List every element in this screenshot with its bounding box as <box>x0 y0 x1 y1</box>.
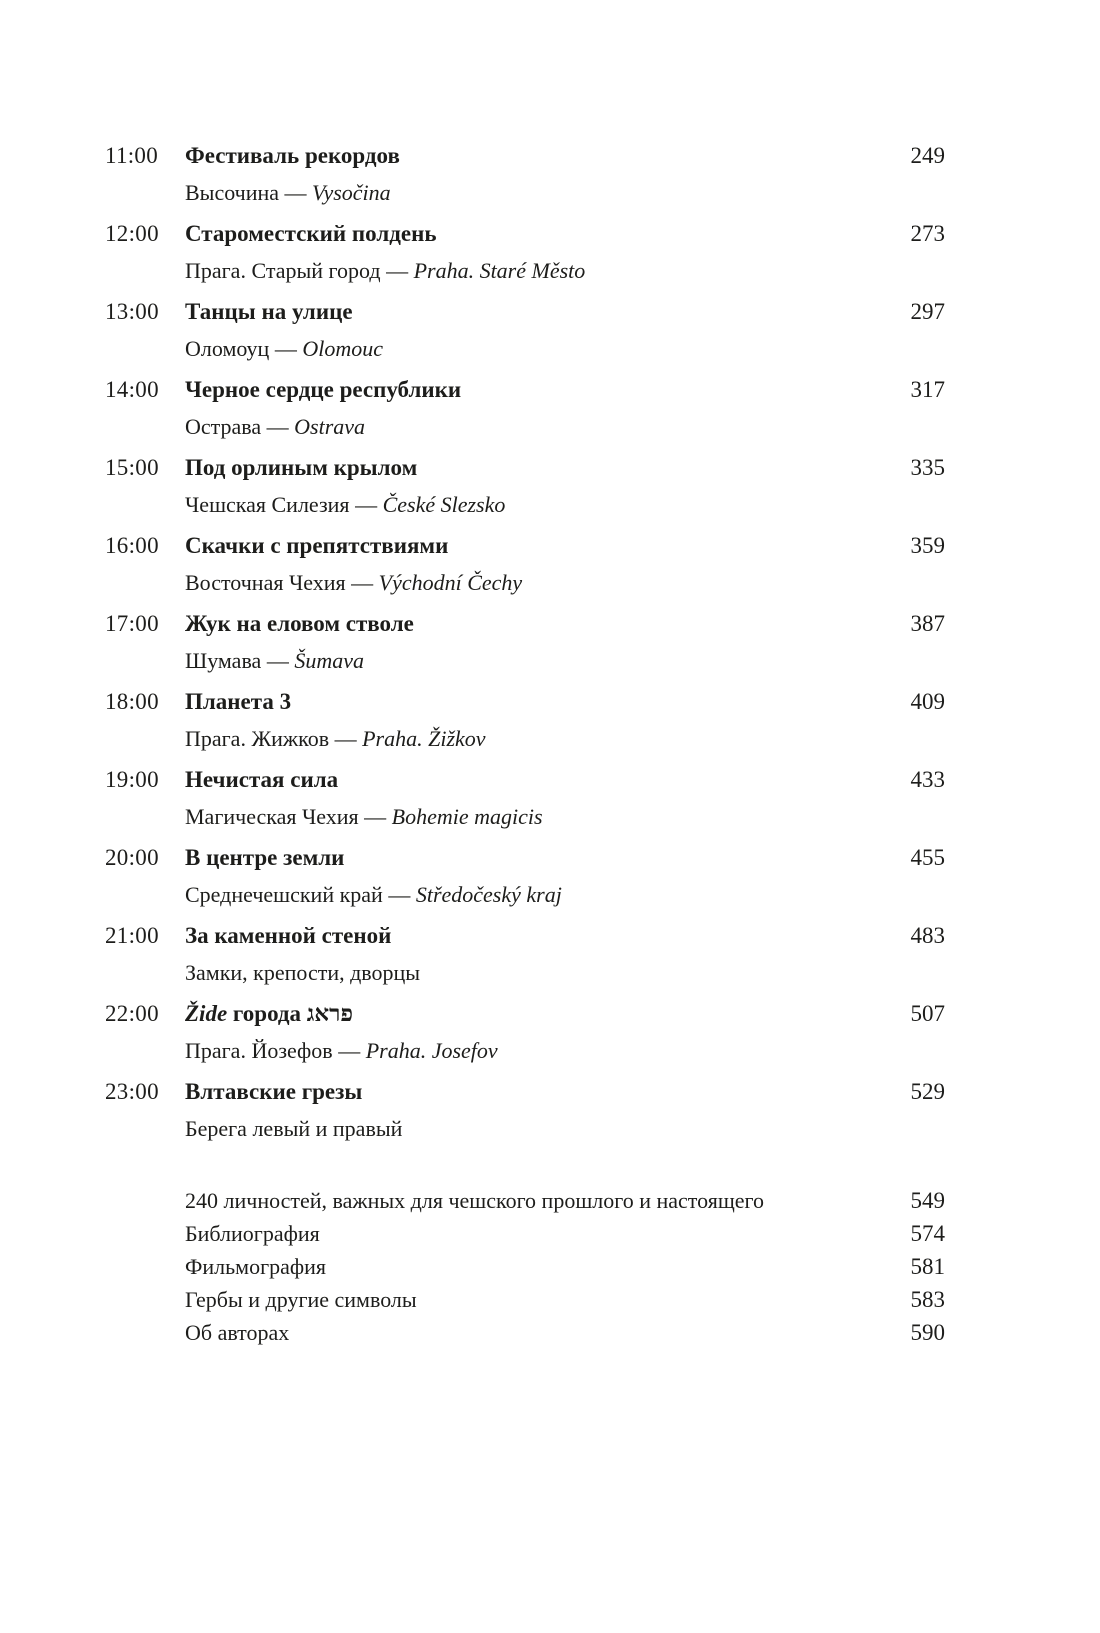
entry-subtitle-ru: Магическая Чехия <box>185 804 359 829</box>
entry-main <box>185 1001 875 1064</box>
entry-subtitle-ru: Острава <box>185 414 262 439</box>
entry-subtitle-dash: — <box>355 492 383 517</box>
entry-subtitle <box>185 570 875 596</box>
entry-subtitle <box>185 1116 875 1142</box>
entry-page-number: 529 <box>910 1079 945 1104</box>
entry-subtitle-latin: Praha. Josefov <box>365 1038 498 1063</box>
appendix-page-number: 549 <box>910 1188 945 1213</box>
entry-subtitle-latin: Ostrava <box>294 414 366 439</box>
entry-subtitle <box>185 648 875 674</box>
toc-entry <box>105 455 945 518</box>
entry-subtitle-dash: — <box>266 414 295 439</box>
entry-subtitle-dash: — <box>338 1038 366 1063</box>
appendix-row <box>105 1320 945 1346</box>
entry-subtitle-latin: Vysočina <box>312 180 391 205</box>
entry-subtitle-latin: Východní Čechy <box>378 570 523 595</box>
entry-main <box>185 143 875 206</box>
entry-subtitle <box>185 180 875 206</box>
entry-title <box>185 923 875 949</box>
entry-page-number: 297 <box>910 299 945 324</box>
appendix-row <box>105 1287 945 1313</box>
toc-entry <box>105 611 945 674</box>
entry-title <box>185 533 875 559</box>
entry-subtitle <box>185 414 875 440</box>
entry-page-number: 433 <box>910 767 945 792</box>
entry-subtitle-latin: Bohemie magicis <box>391 804 543 829</box>
entry-subtitle-ru: Восточная Чехия <box>185 570 346 595</box>
appendix-page-number: 590 <box>910 1320 945 1345</box>
appendix-label: 240 личностей, важных для чешского прошлого и настоящего <box>185 1188 764 1213</box>
entry-time: 20:00 <box>105 845 159 870</box>
appendix-label: Фильмография <box>185 1254 327 1279</box>
toc-entry <box>105 1079 945 1142</box>
appendix-label: Об авторах <box>185 1320 290 1345</box>
entry-main <box>185 299 875 362</box>
appendix-page-number: 581 <box>910 1254 945 1279</box>
entry-subtitle-dash: — <box>334 726 363 751</box>
entry-main <box>185 845 875 908</box>
entry-main <box>185 611 875 674</box>
entry-title-text: Скачки с препятствиями <box>185 533 449 558</box>
entry-time: 23:00 <box>105 1079 159 1104</box>
entry-subtitle-ru: Замки, крепости, дворцы <box>185 960 421 985</box>
entry-subtitle <box>185 258 875 284</box>
entry-page-number: 409 <box>910 689 945 714</box>
entry-time: 16:00 <box>105 533 159 558</box>
toc-entry <box>105 221 945 284</box>
entry-subtitle-dash: — <box>274 336 303 361</box>
toc-entry <box>105 143 945 206</box>
toc-entry <box>105 845 945 908</box>
entry-subtitle-dash: — <box>386 258 414 283</box>
entry-title-text: Староместский полдень <box>185 221 437 246</box>
entry-subtitle-ru: Шумава <box>185 648 262 673</box>
toc-entry <box>105 299 945 362</box>
entry-page-number: 507 <box>910 1001 945 1026</box>
entry-subtitle-dash: — <box>388 882 416 907</box>
entry-main <box>185 689 875 752</box>
entry-main <box>185 1079 875 1142</box>
entry-title-text: Нечистая сила <box>185 767 339 792</box>
entry-main <box>185 455 875 518</box>
entry-time: 19:00 <box>105 767 159 792</box>
entry-subtitle-latin: Praha. Žižkov <box>362 726 486 751</box>
entry-title-text: Фестиваль рекордов <box>185 143 400 168</box>
entry-title-italic: Žide <box>185 1001 228 1026</box>
entry-subtitle-dash: — <box>351 570 379 595</box>
toc-entry <box>105 377 945 440</box>
entry-title-text: Танцы на улице <box>185 299 353 324</box>
appendix-row <box>105 1188 945 1214</box>
entry-title <box>185 845 875 871</box>
entry-title <box>185 455 875 481</box>
entry-page-number: 317 <box>910 377 945 402</box>
appendix-list <box>105 1188 945 1346</box>
toc-entry <box>105 533 945 596</box>
entry-subtitle-ru: Прага. Старый город <box>185 258 381 283</box>
entry-title-text: Под орлиным крылом <box>185 455 418 480</box>
entry-subtitle-latin: České Slezsko <box>382 492 506 517</box>
entry-subtitle <box>185 1038 875 1064</box>
entry-subtitle-ru: Среднечешский край <box>185 882 383 907</box>
entry-time: 15:00 <box>105 455 159 480</box>
entry-time: 12:00 <box>105 221 159 246</box>
entry-main <box>185 923 875 986</box>
entry-title-text: В центре земли <box>185 845 345 870</box>
entry-main <box>185 767 875 830</box>
entry-title-text: За каменной стеной <box>185 923 392 948</box>
entry-page-number: 359 <box>910 533 945 558</box>
entry-subtitle <box>185 960 875 986</box>
appendix-page-number: 574 <box>910 1221 945 1246</box>
entry-title <box>185 221 875 247</box>
appendix-label: Гербы и другие символы <box>185 1287 417 1312</box>
appendix-label: Библиография <box>185 1221 320 1246</box>
entry-title <box>185 299 875 325</box>
appendix-page-number: 583 <box>910 1287 945 1312</box>
entry-main <box>185 221 875 284</box>
entry-subtitle <box>185 336 875 362</box>
entry-title-text: Жук на еловом стволе <box>185 611 414 636</box>
entry-subtitle <box>185 726 875 752</box>
entry-title <box>185 767 875 793</box>
toc-entry <box>105 1001 945 1064</box>
entry-title-text: Влтавские грезы <box>185 1079 363 1104</box>
entry-title <box>185 1001 875 1027</box>
entry-subtitle-ru: Берега левый и правый <box>185 1116 403 1141</box>
entry-title <box>185 611 875 637</box>
entry-title <box>185 377 875 403</box>
entry-page-number: 249 <box>910 143 945 168</box>
entry-page-number: 483 <box>910 923 945 948</box>
entry-subtitle-ru: Прага. Жижков <box>185 726 330 751</box>
entry-page-number: 273 <box>910 221 945 246</box>
entry-time: 21:00 <box>105 923 159 948</box>
entry-subtitle <box>185 804 875 830</box>
entry-title-text: Черное сердце республики <box>185 377 462 402</box>
appendix-row <box>105 1254 945 1280</box>
entry-title-hebrew: פראג <box>306 1001 353 1026</box>
entry-subtitle-latin: Olomouc <box>302 336 383 361</box>
toc-list <box>105 143 945 1142</box>
entry-title-text: города <box>232 1001 302 1026</box>
entry-subtitle-ru: Оломоуц <box>185 336 270 361</box>
entry-subtitle <box>185 492 875 518</box>
toc-entry <box>105 923 945 986</box>
entry-subtitle-dash: — <box>284 180 313 205</box>
entry-subtitle-ru: Высочина <box>185 180 280 205</box>
entry-title <box>185 689 875 715</box>
entry-page-number: 455 <box>910 845 945 870</box>
entry-time: 13:00 <box>105 299 159 324</box>
toc-entry <box>105 767 945 830</box>
entry-subtitle-dash: — <box>364 804 392 829</box>
entry-subtitle-ru: Прага. Йозефов <box>185 1038 333 1063</box>
entry-subtitle <box>185 882 875 908</box>
entry-time: 14:00 <box>105 377 159 402</box>
entry-page-number: 387 <box>910 611 945 636</box>
entry-subtitle-latin: Středočeský kraj <box>415 882 562 907</box>
entry-title <box>185 143 875 169</box>
entry-title-text: Планета 3 <box>185 689 292 714</box>
toc-entry <box>105 689 945 752</box>
entry-time: 18:00 <box>105 689 159 714</box>
entry-subtitle-dash: — <box>266 648 295 673</box>
entry-page-number: 335 <box>910 455 945 480</box>
entry-main <box>185 377 875 440</box>
entry-subtitle-latin: Šumava <box>294 648 364 673</box>
entry-main <box>185 533 875 596</box>
entry-time: 22:00 <box>105 1001 159 1026</box>
entry-time: 17:00 <box>105 611 159 636</box>
entry-time: 11:00 <box>105 143 159 168</box>
entry-subtitle-ru: Чешская Силезия <box>185 492 350 517</box>
appendix-row <box>105 1221 945 1247</box>
entry-subtitle-latin: Praha. Staré Město <box>413 258 586 283</box>
entry-title <box>185 1079 875 1105</box>
